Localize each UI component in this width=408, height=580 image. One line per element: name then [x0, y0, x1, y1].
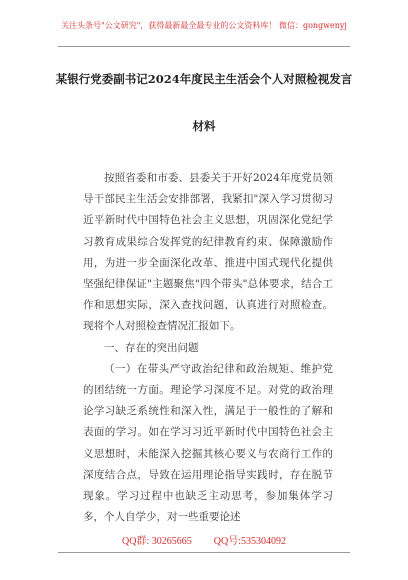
header-divider	[58, 46, 350, 47]
document-body	[83, 168, 333, 528]
footer-contact	[0, 532, 408, 547]
header-banner: 关注头条号"公文研究"，获得最新最全最专业的公文资料库！ 微信：gongwenyj	[61, 21, 347, 30]
section-heading: 一、存在的突出问题	[104, 341, 199, 354]
document-title-line2: 材料	[192, 119, 216, 133]
footer-divider	[58, 552, 350, 553]
document-title-line1: 某银行党委副书记2024年度民主生活会个人对照检视发言	[55, 72, 353, 86]
body-paragraph: （一）在带头严守政治纪律和政治规矩、维护党的团结统一方面。理论学习深度不足。对党的政治理论学习缺乏系统性和深入性，满足于一般性的了解和表面的学习。如在学习习近平新时代中国特色社会主义思想时，未能深入挖掘其核心要义与农商行工作的深度结合点，导致在运用理论指导实践时，存在脱节现象。学习过程中也缺乏主动思考，参加集体学习多，个人自学少，对一些重要论述	[83, 362, 333, 524]
footer-qq-number: QQ号:535304092	[213, 536, 286, 547]
intro-paragraph: 按照省委和市委、县委关于开好2024年度党员领导干部民主生活会安排部署，我紧扣"深入学习贯彻习近平新时代中国特色社会主义思想，巩固深化党纪学习教育成果综合发挥党的纪律教育约束、保障激励作用，为进一步全面深化改革、推进中国式现代化提供坚强纪律保证"主题聚焦"四个带头"总体要求，结合工作和思想实际，深入查找问题，认真进行对照检查。现将个人对照检查情况汇报如下。	[83, 172, 333, 333]
footer-qq-group: QQ群: 30265665	[122, 536, 192, 547]
